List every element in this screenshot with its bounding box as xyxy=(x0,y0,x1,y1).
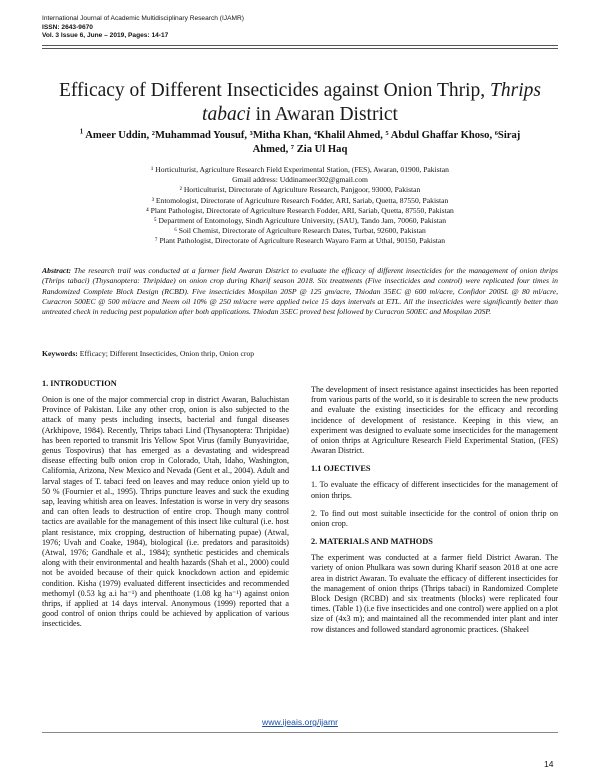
title-line1: Efficacy of Different Insecticides against Onion Thrip, xyxy=(59,80,491,101)
title-line1-italic: Thrips xyxy=(490,80,541,101)
title-line2-italic: tabaci xyxy=(202,104,251,125)
paper-title xyxy=(42,79,558,127)
journal-website-link[interactable]: www.ijeais.org/ijamr xyxy=(262,717,338,727)
affiliation-4: ⁴ Plant Pathologist, Directorate of Agriculture Research Fodder, ARI, Sariab, Quetta, 87550, Pakistan xyxy=(146,205,454,215)
left-column xyxy=(42,379,289,638)
keywords-text: Efficacy; Different Insecticides, Onion thrip, Onion crop xyxy=(77,349,255,358)
abstract-text: The research trail was conducted at a farmer field Awaran District to evaluate the efficacy of different insecticides for the management of onion thrips (Thrips tabaci) (Thysanoptera: Thripidae) on onion crop during Kharif season 2018. Six treatments (Five insecticides and control) were replicated four times in Randomized Complete Block Design (RCBD). Five insecticides Mospilan 20SP @ 125 gm/acre, Thiodan 35EC @ 600 ml/acre, Confidor 200SL @ 80 ml/acre, Curacron 500EC @ 500 ml/acre and Neem oil 10% @ 250 ml/acre were applied twice 15 days intervals at ETL. All the insecticides were significantly better than untreated check in reducing pest population after both applications. Thiodan 35EC proved best followed by Curacron 500EC and Mospilan 20SP. xyxy=(42,266,558,317)
affiliation-7: ⁷ Plant Pathologist, Directorate of Agriculture Research Wayaro Farm at Uthal, 90150, Pakistan xyxy=(154,236,446,246)
affiliation-6: ⁶ Soil Chemist, Directorate of Agriculture Research Dates, Turbat, 92600, Pakistan xyxy=(174,226,426,236)
affiliation-2: ² Horticulturist, Directorate of Agriculture Research, Panjgoor, 93000, Pakistan xyxy=(179,185,421,195)
methods-paragraph: The experiment was conducted at a farmer field District Awaran. The variety of onion Phulkara was sown during Kharif season 2018 at one acre area in district Awaran. To evaluate the efficacy of different insecticides for the management of onion thrips (Thrips tabaci) in Randomized Complete Block Design (RCBD) and six treatments (blocks) were replicated four times. (Table 1) (i.e five insecticides and one control) were applied on a plot size of (4x3 m); and maintained all the recommended inter plant and inter row distances and followed standard agronomic practices. (Shakeel xyxy=(311,553,558,634)
journal-name: International Journal of Academic Multidisciplinary Research (IJAMR) xyxy=(42,15,244,22)
introduction-paragraph: Onion is one of the major commercial crop in district Awaran, Baluchistan Province of Pakistan. Like any other crop, onion is also subjected to the attack of many pests including insects, bacterial and fungal diseases (Arkhipove, 1984). Recently, Thrips tabaci Lind (Thysanoptera: Thripidae) has been reported to transmit Iris Yellow Spot Virus (family Bunyaviridae, genus Tospovirus) that has emerged as a devastating and widespread disease effecting bulb onion crop in Colorado, Utah, Idaho, Washington, California, Arizona, New Mexico and Nevada (Gent et al., 2004). Adult and larval stages of T. tabaci feed on leaves and may reduce onion yield up to 50 % (Fournier et al., 1995). Thrips puncture leaves and suck the exuding sap, leaving whitish area on leaves. Infestation is worse in very dry seasons and can often leads to destruction of entire crop. Though many control tactics are available for the management of this insect like cultural (i.e. host plant resistance, mix cropping, destruction of hibernating pupae) (Atwal, 1976; Uvah and Coake, 1984), biological (i.e. predators and parasitoids) (Atwal, 1976; Gandhale et al., 1984); synthetic pesticides and chemicals along with their environmental and health hazards (Shah et al., 2000) could not be avoided because of their quick knockdown action and epidemic condition. Kisha (1979) evaluated different insecticides and recommended methomyl (0.53 kg a.i ha⁻¹) and phenthoate (1.08 kg ha⁻¹) against onion thrips, if applied at 14 days interval. Anonymous (1999) reported that a good control of onion thrips could be achieved by application of various insecticides. xyxy=(42,395,289,629)
keywords xyxy=(42,349,558,359)
affiliation-5: ⁵ Department of Entomology, Sindh Agriculture University, (SAU), Tando Jam, 70060, Pakistan xyxy=(153,216,447,226)
page-number: 14 xyxy=(544,759,554,769)
author-email: Gmail address: Uddinameer302@gmail.com xyxy=(232,175,368,185)
objective-1: 1. To evaluate the efficacy of different insecticides for the management of onion thrips. xyxy=(311,480,558,500)
objective-2: 2. To find out most suitable insecticide for the control of onion thrip on onion crop. xyxy=(311,508,558,529)
right-column xyxy=(311,385,558,643)
journal-volume: Vol. 3 Issue 6, June – 2019, Pages: 14-17 xyxy=(42,32,169,40)
header-rule-bottom xyxy=(42,48,558,49)
title-line2: in Awaran District xyxy=(250,104,398,125)
objectives-heading: 1.1 OJECTIVES xyxy=(311,464,371,474)
footer-rule xyxy=(42,732,558,733)
introduction-heading: 1. INTRODUCTION xyxy=(42,379,117,388)
journal-issn: ISSN: 2643-9670 xyxy=(42,23,93,31)
affiliations xyxy=(42,165,558,247)
authors-line2: Ahmed, ⁷ Zia Ul Haq xyxy=(252,144,348,155)
methods-heading: 2. MATERIALS AND MATHODS xyxy=(311,537,433,547)
abstract xyxy=(42,266,558,317)
keywords-label: Keywords: xyxy=(42,349,78,358)
resistance-paragraph: The development of insect resistance against insecticides has been reported from various parts of the world, so it is desirable to screen the new products and evaluate the existing insecticides for the efficacy and recording incidence of development of resistance. Keeping in this view, an experiment was designed to evaluate some insecticides for the management of onion thrips at Agriculture Research Field Experimental Station, (FES) Awaran District. xyxy=(311,385,558,456)
header-rule-top xyxy=(42,45,558,46)
journal-header xyxy=(42,15,244,41)
affiliation-1: ¹ Horticulturist, Agriculture Research Field Experimental Station, (FES), Awaran, 01900, Pakistan xyxy=(151,165,449,174)
authors-line1: Ameer Uddin, ²Muhammad Yousuf, ³Mitha Khan, ⁴Khalil Ahmed, ⁵ Abdul Ghaffar Khoso, ⁶Siraj xyxy=(85,130,521,141)
abstract-label: Abstract: xyxy=(42,266,72,275)
author-list: $^1$ Ameer Uddin, ²Muhammad Yousuf, ³Mitha Khan, ⁴Khalil Ahmed, ⁵ Abdul Ghaffar Khoso, ⁶Siraj Ahmed, ⁷ Zia Ul Haq xyxy=(79,128,521,155)
affiliation-3: ³ Entomologist, Directorate of Agriculture Research Fodder, ARI, Sariab, Quetta, 87550, Pakistan xyxy=(151,195,449,205)
